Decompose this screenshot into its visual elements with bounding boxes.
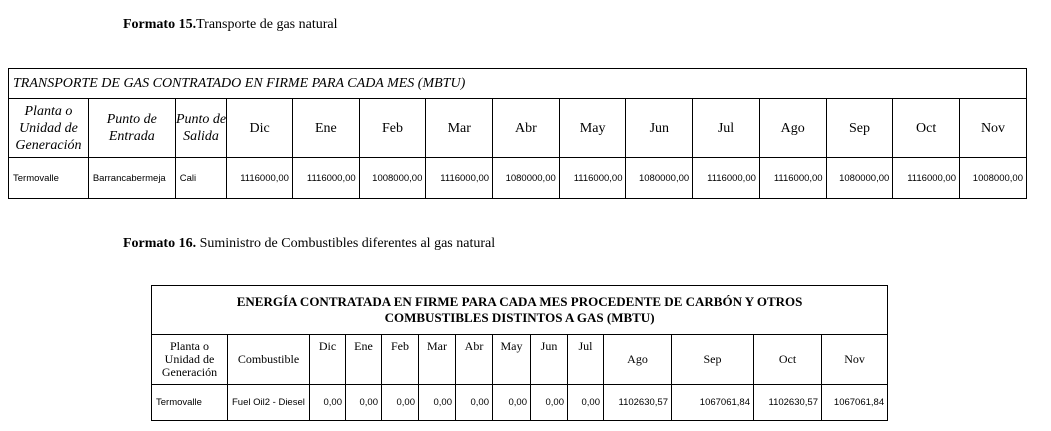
month-header: Ene	[346, 335, 382, 385]
cell-planta: Termovalle	[152, 385, 228, 421]
header-punto-entrada: Punto de Entrada	[88, 99, 175, 158]
month-header: Oct	[893, 99, 960, 158]
month-value-cell: 0,00	[310, 385, 346, 421]
month-value-cell: 1080000,00	[493, 158, 560, 199]
month-value-cell: 1116000,00	[426, 158, 493, 199]
month-value-cell: 1116000,00	[559, 158, 626, 199]
month-header: Ago	[759, 99, 826, 158]
gas-transport-table	[8, 68, 1027, 199]
format-15-label: Formato 15.	[123, 17, 197, 32]
month-value-cell: 0,00	[419, 385, 456, 421]
month-value-cell: 1067061,84	[822, 385, 888, 421]
month-value-cell: 1116000,00	[693, 158, 760, 199]
month-header: Dic	[310, 335, 346, 385]
month-value-cell: 1008000,00	[359, 158, 426, 199]
format-15-caption	[123, 17, 338, 33]
month-value-cell: 0,00	[568, 385, 604, 421]
fuel-supply-table	[151, 285, 888, 421]
header-planta: Planta o Unidad de Generación	[9, 99, 89, 158]
month-header: Oct	[754, 335, 822, 385]
cell-punto-salida: Cali	[175, 158, 227, 199]
header-combustible: Combustible	[228, 335, 310, 385]
cell-planta: Termovalle	[9, 158, 89, 199]
format-16-label: Formato 16.	[123, 236, 197, 251]
month-value-cell: 0,00	[493, 385, 531, 421]
month-value-cell: 1116000,00	[893, 158, 960, 199]
month-header: Jun	[626, 99, 693, 158]
fuel-supply-table-title	[152, 286, 888, 335]
month-header: Jul	[568, 335, 604, 385]
month-value-cell: 1008000,00	[960, 158, 1027, 199]
month-value-cell: 1080000,00	[626, 158, 693, 199]
month-header: Nov	[960, 99, 1027, 158]
month-value-cell: 0,00	[456, 385, 493, 421]
month-header: Abr	[456, 335, 493, 385]
month-value-cell: 1067061,84	[672, 385, 754, 421]
month-value-cell: 0,00	[382, 385, 419, 421]
month-value-cell: 1116000,00	[227, 158, 293, 199]
month-header: Mar	[419, 335, 456, 385]
month-value-cell: 1116000,00	[759, 158, 826, 199]
month-header: Feb	[382, 335, 419, 385]
month-header: Ago	[604, 335, 672, 385]
month-header: Abr	[493, 99, 560, 158]
month-header: Nov	[822, 335, 888, 385]
header-planta: Planta o Unidad de Generación	[152, 335, 228, 385]
month-header: Sep	[826, 99, 893, 158]
month-value-cell: 1102630,57	[754, 385, 822, 421]
header-punto-salida: Punto de Salida	[175, 99, 227, 158]
month-header: Jun	[531, 335, 568, 385]
gas-transport-table-title: TRANSPORTE DE GAS CONTRATADO EN FIRME PARA CADA MES (MBTU)	[9, 69, 1027, 99]
month-value-cell: 1080000,00	[826, 158, 893, 199]
month-header: Dic	[227, 99, 293, 158]
month-header: Sep	[672, 335, 754, 385]
format-16-caption	[123, 236, 495, 252]
cell-combustible: Fuel Oil2 - Diesel	[228, 385, 310, 421]
month-value-cell: 1102630,57	[604, 385, 672, 421]
month-header: Jul	[693, 99, 760, 158]
cell-punto-entrada: Barrancabermeja	[88, 158, 175, 199]
table-row	[9, 158, 1027, 199]
month-header: Feb	[359, 99, 426, 158]
month-header: May	[559, 99, 626, 158]
month-header: May	[493, 335, 531, 385]
month-value-cell: 0,00	[531, 385, 568, 421]
month-header: Ene	[292, 99, 359, 158]
format-15-description: Transporte de gas natural	[196, 17, 338, 32]
format-16-description: Suministro de Combustibles diferentes al gas natural	[196, 236, 496, 251]
month-value-cell: 0,00	[346, 385, 382, 421]
month-header: Mar	[426, 99, 493, 158]
fuel-supply-title-line-2: COMBUSTIBLES DISTINTOS A GAS (MBTU)	[384, 310, 655, 325]
fuel-supply-title-line-1: ENERGÍA CONTRATADA EN FIRME PARA CADA MES PROCEDENTE DE CARBÓN Y OTROS	[236, 294, 803, 309]
table-row	[152, 385, 888, 421]
month-value-cell: 1116000,00	[292, 158, 359, 199]
